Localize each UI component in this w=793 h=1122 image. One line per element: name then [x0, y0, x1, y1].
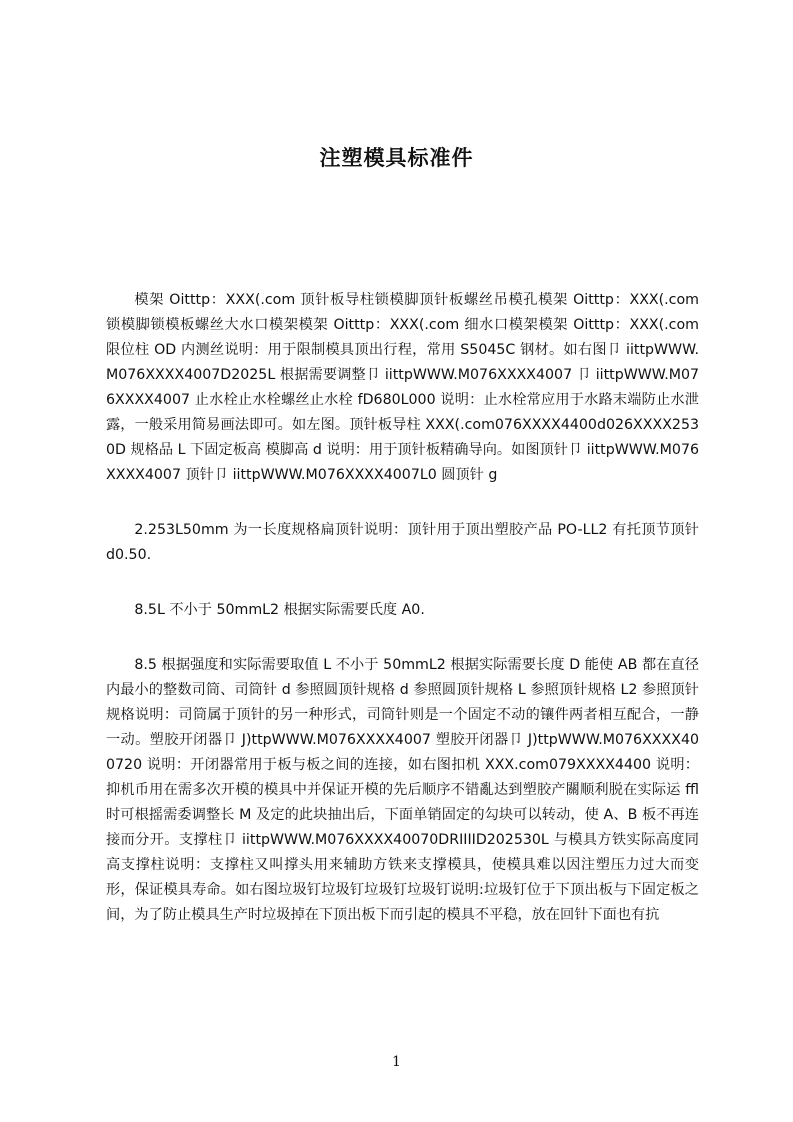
paragraph-sleeve-and-supports: 8.5 根据强度和实际需要取值 L 不小于 50mmL2 根据实际需要长度 D 能使 AB 都在直径内最小的整数司筒、司筒针 d 参照圆顶针规格 d 参照圆顶针规格 L 参照顶针规格 L2 参照顶针规格说明：司筒属于顶针的另一种形式，司筒针则是一个固定不动的镶件两者相互配合，一静一动。塑胶开闭器卩 J)ttpWWW.M076XXXX4007 塑胶开闭器卩 J)ttpWWW.M076XXXX400720 说明：开闭器常用于板与板之间的连接，如右图扣机 XXX.com079XXXX4400 说明：抑机币用在需多次开模的模具中并保证开模的先后顺序不错亂达到塑胶产關顺利脱在实际运 ffl 时可根摇需委调整长 M 及定的此块抽出后，下面单销固定的勾块可以转动，使 A、B 板不再连接而分开。支撑柱卩 iittpWWW.M076XXXX40070DRIIIID202530L 与模具方铁实际高度同高支撑柱说明：支撑柱又叫撑头用来辅助方铁来支撑模具，使模具难以因注塑压力过大而变形，保证模具寿命。如右图垃圾钉垃圾钉垃圾钉垃圾钉说明:垃圾钉位于下顶出板与下固定板之间，为了防止模具生产时垃圾掉在下顶出板下而引起的模具不平稳，放在回针下面也有抗: [106, 657, 699, 923]
paragraph-mold-components: 模架 Oitttp：XXX(.com 顶针板导柱锁模脚顶针板螺丝吊模孔模架 Oitttp：XXX(.com 锁模脚锁模板螺丝大水口模架模架 Oitttp：XXX(.com 细水口模架模架 Oitttp：XXX(.com 限位柱 OD 内测丝说明：用于限制模具顶出行程，常用 S5045C 钢材。如右图卩 iittpWWW.M076XXXX4007D2025L 根据需要调整卩 iittpWWW.M076XXXX4007 卩 iittpWWW.M076XXXX4007 止水栓止水栓螺丝止水栓 fD680L000 说明：止水栓常应用于水路末端防止水泄露，一般采用简易画法即可。如左图。顶针板导柱 XXX(.com076XXXX4400d026XXXX2530D 规格品 L 下固定板高 模脚高 d 说明：用于顶针板精确导向。如图顶针卩 iittpWWW.M076XXXX4007 顶针卩 iittpWWW.M076XXXX4007L0 圆顶针 g: [106, 292, 699, 483]
paragraph-length-note: 8.5L 不小于 50mmL2 根据实际需要氏度 A0.: [134, 602, 425, 618]
document-body: [106, 288, 699, 928]
paragraph-flat-ejector-pin: 2.253L50mm 为一长度规格扁顶针说明：顶针用于顶出塑胶产品 PO-LL2 有托顶节顶针 d0.50.: [106, 522, 699, 563]
page-number: 1: [392, 1054, 401, 1070]
document-title: 注塑模具标准件: [319, 146, 474, 170]
